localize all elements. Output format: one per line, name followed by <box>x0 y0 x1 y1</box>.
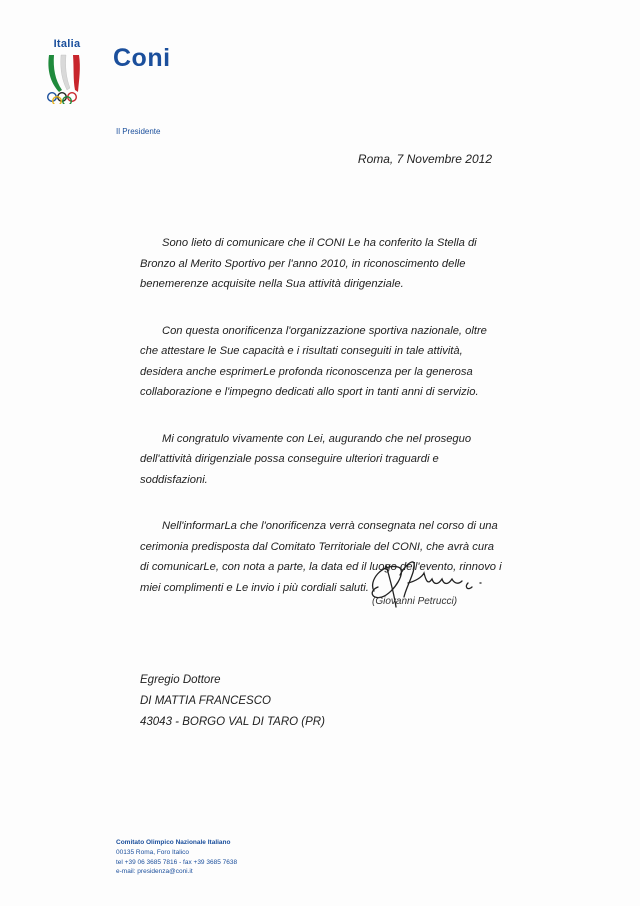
letterhead-footer <box>116 838 237 877</box>
paragraph-4: Nell'informarLa che l'onorificenza verrà consegnata nel corso di una cerimonia predisposta dal Comitato Territoriale del CONI, che avrà cura di comunicarLe, con nota a parte, la data ed il luogo dell'evento, rinnovo i miei complimenti e Le invio i più cordiali saluti. <box>140 520 502 594</box>
recipient-salutation: Egregio Dottore <box>140 674 221 686</box>
logo-wordmark: Italia <box>53 38 81 50</box>
paragraph-1: Sono lieto di comunicare che il CONI Le ha conferito la Stella di Bronzo al Merito Sportivo per l'anno 2010, in riconoscimento delle benemerenze acquisite nella Sua attività dirigenziale. <box>140 237 477 290</box>
coni-logo <box>44 38 90 104</box>
footer-phone: tel +39 06 3685 7816 - fax +39 3685 7638 <box>116 858 238 866</box>
footer-address: 00135 Roma, Foro Italico <box>116 848 189 856</box>
footer-email: e-mail: presidenza@coni.it <box>116 868 193 876</box>
recipient-address: 43043 - BORGO VAL DI TARO (PR) <box>140 716 325 728</box>
letter-date: Roma, 7 Novembre 2012 <box>357 152 492 166</box>
sender-role: Il Presidente <box>116 127 161 136</box>
recipient-name: DI MATTIA FRANCESCO <box>140 695 271 707</box>
signatory-name: (Giovanni Petrucci) <box>372 596 458 607</box>
paragraph-2: Con questa onorificenza l'organizzazione sportiva nazionale, oltre che attestare le Sue capacità e i risultati conseguiti in tale attività, desidera anche esprimerLe profonda riconoscenza per la generosa collaborazione e l'impegno dedicati allo sport in tanti anni di servizio. <box>140 324 487 398</box>
footer-org: Comitato Olimpico Nazionale Italiano <box>116 839 231 846</box>
recipient-block <box>140 670 325 733</box>
brand-name: Coni <box>113 44 171 72</box>
paragraph-3: Mi congratulo vivamente con Lei, augurando che nel proseguo dell'attività dirigenziale possa conseguire ulteriori traguardi e soddisfazioni. <box>140 432 472 486</box>
italia-flame-emblem-icon <box>44 52 90 104</box>
